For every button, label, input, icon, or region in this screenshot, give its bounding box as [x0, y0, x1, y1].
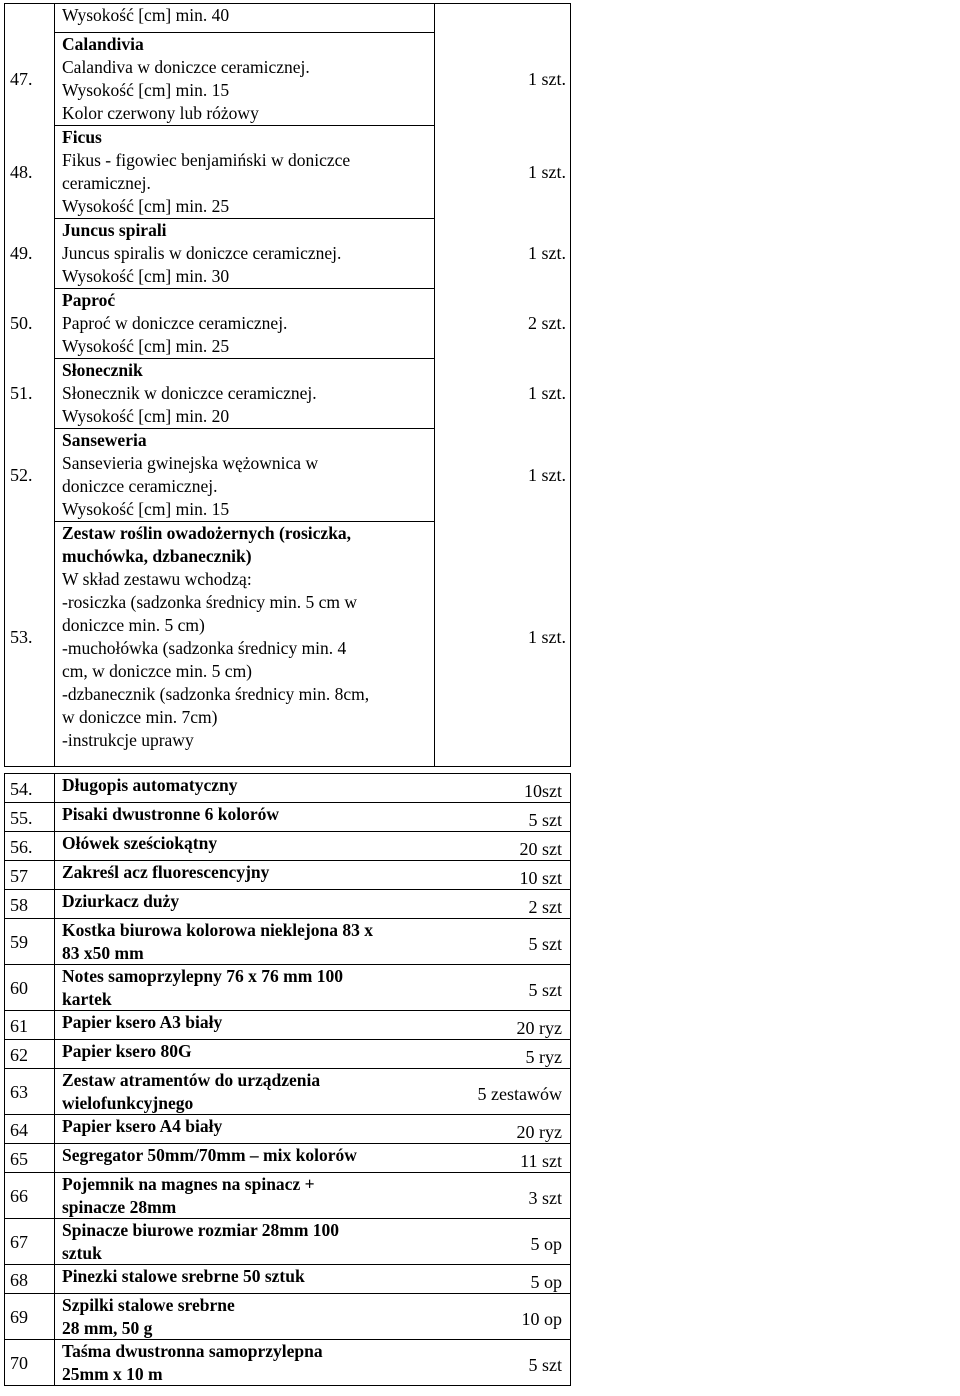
item-description-line: -rosiczka (sadzonka średnicy min. 5 cm w — [62, 592, 357, 612]
item-name-continued: 83 x50 mm — [62, 943, 144, 963]
item-description-line: Juncus spiralis w doniczce ceramicznej. — [62, 243, 342, 263]
table-border-bottom — [4, 766, 571, 767]
row-number: 66 — [10, 1186, 28, 1206]
item-name: Długopis automatyczny — [62, 775, 238, 795]
item-name: Pojemnik na magnes na spinacz + — [62, 1174, 315, 1194]
item-description-line: doniczce ceramicznej. — [62, 476, 218, 496]
column-divider — [570, 3, 571, 767]
item-name: Zakreśl acz fluorescencyjny — [62, 862, 270, 882]
item-name-continued: 25mm x 10 m — [62, 1364, 163, 1384]
quantity-cell: 5 szt — [528, 980, 562, 1000]
item-description-line: ceramicznej. — [62, 173, 151, 193]
quantity-cell: 1 szt. — [528, 161, 566, 182]
row-number: 56. — [10, 836, 33, 857]
row-number: 52. — [10, 464, 33, 485]
quantity-cell: 5 ryz — [525, 1046, 562, 1067]
quantity-cell: 5 zestawów — [477, 1084, 562, 1104]
item-name-continued: 28 mm, 50 g — [62, 1318, 153, 1338]
item-description-line: -instrukcje uprawy — [62, 730, 194, 750]
item-description-line: Wysokość [cm] min. 30 — [62, 266, 230, 286]
quantity-cell: 5 op — [530, 1234, 562, 1254]
quantity-cell: 1 szt. — [528, 626, 566, 647]
column-divider — [54, 773, 55, 1386]
quantity-cell: 1 szt. — [528, 383, 566, 403]
item-description-line: Sansevieria gwinejska wężownica w — [62, 453, 319, 473]
row-number: 64 — [10, 1119, 28, 1140]
quantity-cell: 10 op — [521, 1309, 562, 1329]
row-divider — [54, 428, 434, 429]
row-number: 48. — [10, 161, 33, 182]
row-number: 59 — [10, 932, 28, 952]
item-name: Calandivia — [62, 34, 144, 54]
quantity-cell: 1 szt. — [528, 464, 566, 485]
quantity-cell: 1 szt. — [528, 68, 566, 89]
item-name: Spinacze biurowe rozmiar 28mm 100 — [62, 1220, 340, 1240]
quantity-cell: 20 ryz — [516, 1017, 562, 1038]
item-name: Zestaw atramentów do urządzenia — [62, 1070, 321, 1090]
item-name: Taśma dwustronna samoprzylepna — [62, 1341, 323, 1361]
item-name-continued: sztuk — [62, 1243, 102, 1263]
item-description-line: Wysokość [cm] min. 25 — [62, 336, 230, 356]
column-divider — [4, 773, 5, 1386]
quantity-cell: 1 szt. — [528, 243, 566, 263]
quantity-cell: 20 szt — [519, 838, 562, 859]
row-number: 51. — [10, 383, 33, 403]
item-name: Papier ksero 80G — [62, 1041, 192, 1061]
row-divider — [4, 1385, 571, 1386]
row-number: 50. — [10, 313, 33, 333]
item-name: Szpilki stalowe srebrne — [62, 1295, 235, 1315]
item-description-line: w doniczce min. 7cm) — [62, 707, 218, 727]
column-divider — [4, 3, 5, 767]
item-name-continued: spinacze 28mm — [62, 1197, 177, 1217]
item-name: Papier ksero A4 biały — [62, 1116, 223, 1136]
item-description-line: Wysokość [cm] min. 20 — [62, 406, 230, 426]
item-name-continued: kartek — [62, 989, 112, 1009]
item-description-line: W skład zestawu wchodzą: — [62, 569, 252, 589]
item-name: Juncus spirali — [62, 220, 167, 240]
continued-height-line: Wysokość [cm] min. 40 — [62, 5, 230, 25]
quantity-cell: 5 szt — [528, 1355, 562, 1375]
item-name: Notes samoprzylepny 76 x 76 mm 100 — [62, 966, 343, 986]
column-divider — [54, 3, 55, 767]
quantity-cell: 3 szt — [528, 1188, 562, 1208]
table-border-top — [4, 3, 571, 4]
row-number: 60 — [10, 978, 28, 998]
column-divider — [570, 773, 571, 1386]
item-name: Pisaki dwustronne 6 kolorów — [62, 804, 280, 824]
row-number: 69 — [10, 1307, 28, 1327]
item-name: Słonecznik — [62, 360, 143, 380]
row-number: 47. — [10, 68, 33, 89]
row-number: 61 — [10, 1015, 28, 1036]
item-description-line: Kolor czerwony lub różowy — [62, 103, 259, 123]
row-number: 54. — [10, 778, 33, 799]
item-description-line: Fikus - figowiec benjamiński w doniczce — [62, 150, 351, 170]
item-name: Zestaw roślin owadożernych (rosiczka, — [62, 523, 352, 543]
row-divider — [54, 125, 434, 126]
row-number: 63 — [10, 1082, 28, 1102]
quantity-cell: 5 szt — [528, 934, 562, 954]
item-name: Ołówek sześciokątny — [62, 833, 218, 853]
quantity-cell: 10 szt — [519, 867, 562, 888]
item-name: Kostka biurowa kolorowa nieklejona 83 x — [62, 920, 373, 940]
quantity-cell: 11 szt — [520, 1150, 562, 1171]
item-description-line: Słonecznik w doniczce ceramicznej. — [62, 383, 317, 403]
item-description-line: cm, w doniczce min. 5 cm) — [62, 661, 253, 681]
item-name: Pinezki stalowe srebrne 50 sztuk — [62, 1266, 305, 1286]
item-name: Dziurkacz duży — [62, 891, 180, 911]
row-number: 68 — [10, 1269, 28, 1290]
quantity-cell: 2 szt. — [528, 313, 566, 333]
column-divider — [434, 3, 435, 767]
item-name: Sanseweria — [62, 430, 147, 450]
row-number: 62 — [10, 1044, 28, 1065]
row-divider — [54, 521, 434, 522]
row-number: 65 — [10, 1148, 28, 1169]
item-name: Papier ksero A3 biały — [62, 1012, 223, 1032]
quantity-cell: 5 op — [530, 1271, 562, 1292]
row-number: 55. — [10, 807, 33, 828]
row-number: 58 — [10, 894, 28, 915]
item-name-continued: wielofunkcyjnego — [62, 1093, 194, 1113]
row-divider — [54, 32, 434, 33]
row-number: 57 — [10, 865, 28, 886]
item-description-line: Wysokość [cm] min. 25 — [62, 196, 230, 216]
item-name: Ficus — [62, 127, 102, 147]
row-divider — [54, 288, 434, 289]
row-number: 67 — [10, 1232, 28, 1252]
row-number: 53. — [10, 626, 33, 647]
item-name: Segregator 50mm/70mm – mix kolorów — [62, 1145, 357, 1165]
item-description-line: Wysokość [cm] min. 15 — [62, 80, 230, 100]
item-description-line: doniczce min. 5 cm) — [62, 615, 205, 635]
row-divider — [54, 358, 434, 359]
item-description-line: -dzbanecznik (sadzonka średnicy min. 8cm, — [62, 684, 370, 704]
quantity-cell: 2 szt — [528, 896, 562, 917]
item-description-line: Calandiva w doniczce ceramicznej. — [62, 57, 310, 77]
row-divider — [54, 218, 434, 219]
quantity-cell: 20 ryz — [516, 1121, 562, 1142]
item-description-line: Wysokość [cm] min. 15 — [62, 499, 230, 519]
row-number: 49. — [10, 243, 33, 263]
item-description-line: -muchołówka (sadzonka średnicy min. 4 — [62, 638, 347, 658]
item-description-line: Paproć w doniczce ceramicznej. — [62, 313, 288, 333]
row-number: 70 — [10, 1353, 28, 1373]
item-description-line: muchówka, dzbanecznik) — [62, 546, 252, 566]
quantity-cell: 10szt — [524, 780, 562, 801]
quantity-cell: 5 szt — [528, 809, 562, 830]
item-name: Paproć — [62, 290, 116, 310]
